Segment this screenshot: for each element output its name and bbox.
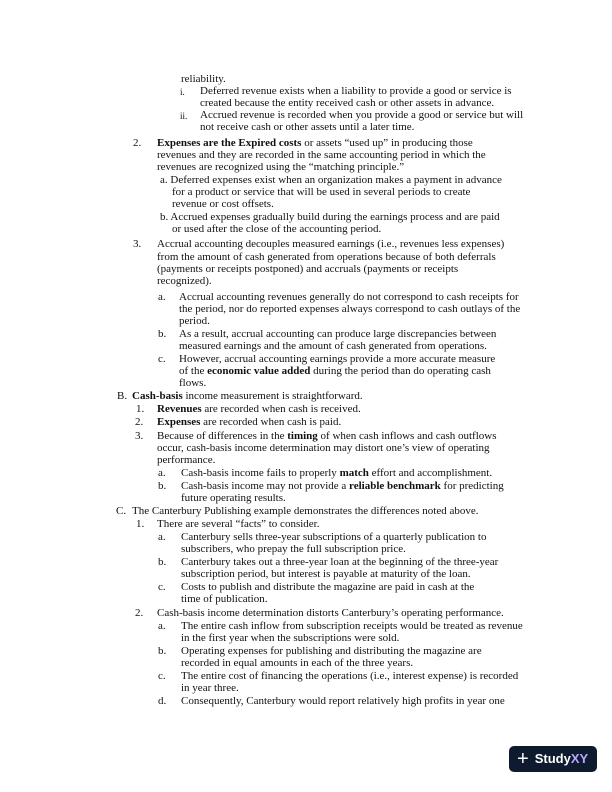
text-line: or used after the close of the accounting period. xyxy=(172,223,382,235)
bold-term: timing xyxy=(287,430,318,442)
text-line: subscription period, but interest is payable at maturity of the loan. xyxy=(181,568,471,580)
list-marker: a. xyxy=(158,467,166,479)
text-line: Operating expenses for publishing and distributing the magazine are xyxy=(181,645,482,657)
bold-term: Revenues xyxy=(157,403,202,415)
text-span: Because of differences in the xyxy=(157,430,288,442)
text-span: are recorded when cash is received. xyxy=(201,403,361,415)
plus-icon: + xyxy=(517,748,529,770)
list-marker: ii. xyxy=(180,111,188,121)
text-line: Accrual accounting revenues generally do not correspond to cash receipts for xyxy=(179,291,519,303)
bold-term: Cash-basis xyxy=(132,390,183,402)
text-line: not receive cash or other assets until a later time. xyxy=(200,121,415,133)
list-marker: B. xyxy=(117,390,128,402)
list-marker: b. xyxy=(158,328,167,340)
text-line: flows. xyxy=(179,377,207,389)
list-marker: b. xyxy=(158,645,167,657)
text-span: Cash-basis income fails to properly xyxy=(181,467,340,479)
list-marker: 2. xyxy=(133,137,142,149)
list-marker: c. xyxy=(158,581,166,593)
text-line: measured earnings and the amount of cash generated from operations. xyxy=(179,340,487,352)
text-line: b. Accrued expenses gradually build during the earnings process and are paid xyxy=(160,211,500,223)
text-line: Deferred revenue exists when a liability to provide a good or service is xyxy=(200,85,512,97)
text-line: The entire cost of financing the operations (i.e., interest expense) is recorded xyxy=(181,670,519,682)
text-line: occur, cash-basis income determination may distort one’s view of operating xyxy=(157,442,490,454)
text-line: for a product or service that will be used in several periods to create xyxy=(172,186,471,198)
text-line: There are several “facts” to consider. xyxy=(157,518,320,530)
studyxy-badge[interactable] xyxy=(509,746,597,772)
text-line: Cash-basis income determination distorts Canterbury’s operating performance. xyxy=(157,607,504,619)
text-span: of when cash inflows and cash outflows xyxy=(317,430,497,442)
text-line: Consequently, Canterbury would report relatively high profits in year one xyxy=(181,695,505,707)
list-marker: b. xyxy=(158,556,167,568)
list-marker: C. xyxy=(116,505,127,517)
bold-term: reliable benchmark xyxy=(349,480,441,492)
list-marker: a. xyxy=(158,620,166,632)
text-line: subscribers, who prepay the full subscription price. xyxy=(181,543,406,555)
list-marker: a. xyxy=(158,531,166,543)
text-line: time of publication. xyxy=(181,593,268,605)
text-line: period. xyxy=(179,315,210,327)
bold-term: Expenses are the Expired costs xyxy=(157,137,302,149)
text-line: Accrual accounting decouples measured earnings (i.e., revenues less expenses) xyxy=(157,238,505,250)
list-marker: 2. xyxy=(135,416,144,428)
text-span: Cash-basis income may not provide a xyxy=(181,480,350,492)
list-marker: 3. xyxy=(133,238,142,250)
text-line xyxy=(181,480,504,492)
list-marker: a. xyxy=(158,291,166,303)
text-line: recognized). xyxy=(157,275,212,287)
text-line: Canterbury takes out a three-year loan at the beginning of the three-year xyxy=(181,556,499,568)
text-line: in year three. xyxy=(181,682,239,694)
text-line: The entire cash inflow from subscription receipts would be treated as revenue xyxy=(181,620,523,632)
bold-term: match xyxy=(339,467,369,479)
text-line: from the amount of cash generated from operations because of both deferrals xyxy=(157,251,496,263)
text-line: created because the entity received cash or other assets in advance. xyxy=(200,97,495,109)
brand-accent: XY xyxy=(570,750,589,766)
text-line: The Canterbury Publishing example demonstrates the differences noted above. xyxy=(132,505,479,517)
text-line: future operating results. xyxy=(181,492,286,504)
list-marker: c. xyxy=(158,670,166,682)
text-line: revenue or cost offsets. xyxy=(172,198,274,210)
list-marker: 1. xyxy=(136,518,145,530)
text-span: for predicting xyxy=(440,480,504,492)
text-line: a. Deferred expenses exist when an organization makes a payment in advance xyxy=(160,174,502,186)
text-line xyxy=(157,137,473,149)
text-line xyxy=(157,403,361,415)
text-line: However, accrual accounting earnings provide a more accurate measure xyxy=(179,353,496,365)
text-line: Accrued revenue is recorded when you provide a good or service but will xyxy=(200,109,524,121)
text-span: or assets “used up” in producing those xyxy=(301,137,473,149)
list-marker: d. xyxy=(158,695,167,707)
list-marker: i. xyxy=(180,87,185,97)
bold-term: economic value added xyxy=(207,365,311,377)
text-line xyxy=(181,467,492,479)
list-marker: 1. xyxy=(136,403,145,415)
list-marker: 2. xyxy=(135,607,144,619)
text-line xyxy=(179,365,491,377)
text-line: As a result, accrual accounting can produce large discrepancies between xyxy=(179,328,497,340)
text-line: reliability. xyxy=(181,73,226,85)
text-span: are recorded when cash is paid. xyxy=(200,416,342,428)
text-line: performance. xyxy=(157,454,216,466)
text-span: effort and accomplishment. xyxy=(368,467,493,479)
text-span: of the xyxy=(179,365,208,377)
list-marker: b. xyxy=(158,480,167,492)
text-line: revenues are recognized using the “matching principle.” xyxy=(157,161,405,173)
bold-term: Expenses xyxy=(157,416,201,428)
text-line: revenues and they are recorded in the same accounting period in which the xyxy=(157,149,486,161)
list-marker: c. xyxy=(158,353,166,365)
text-line xyxy=(157,430,497,442)
text-line xyxy=(132,390,363,402)
text-line: recorded in equal amounts in each of the three years. xyxy=(181,657,414,669)
text-line: Costs to publish and distribute the magazine are paid in cash at the xyxy=(181,581,475,593)
brand-name: Study xyxy=(534,750,571,766)
text-span: income measurement is straightforward. xyxy=(182,390,363,402)
text-line: in the first year when the subscriptions were sold. xyxy=(181,632,400,644)
list-marker: 3. xyxy=(135,430,144,442)
text-line: (payments or receipts postponed) and accruals (payments or receipts xyxy=(157,263,459,275)
text-line: the period, nor do reported expenses always correspond to cash outlays of the xyxy=(179,303,521,315)
text-span: during the period than do operating cash xyxy=(310,365,491,377)
text-line: Canterbury sells three-year subscriptions of a quarterly publication to xyxy=(181,531,487,543)
text-line xyxy=(157,416,341,428)
